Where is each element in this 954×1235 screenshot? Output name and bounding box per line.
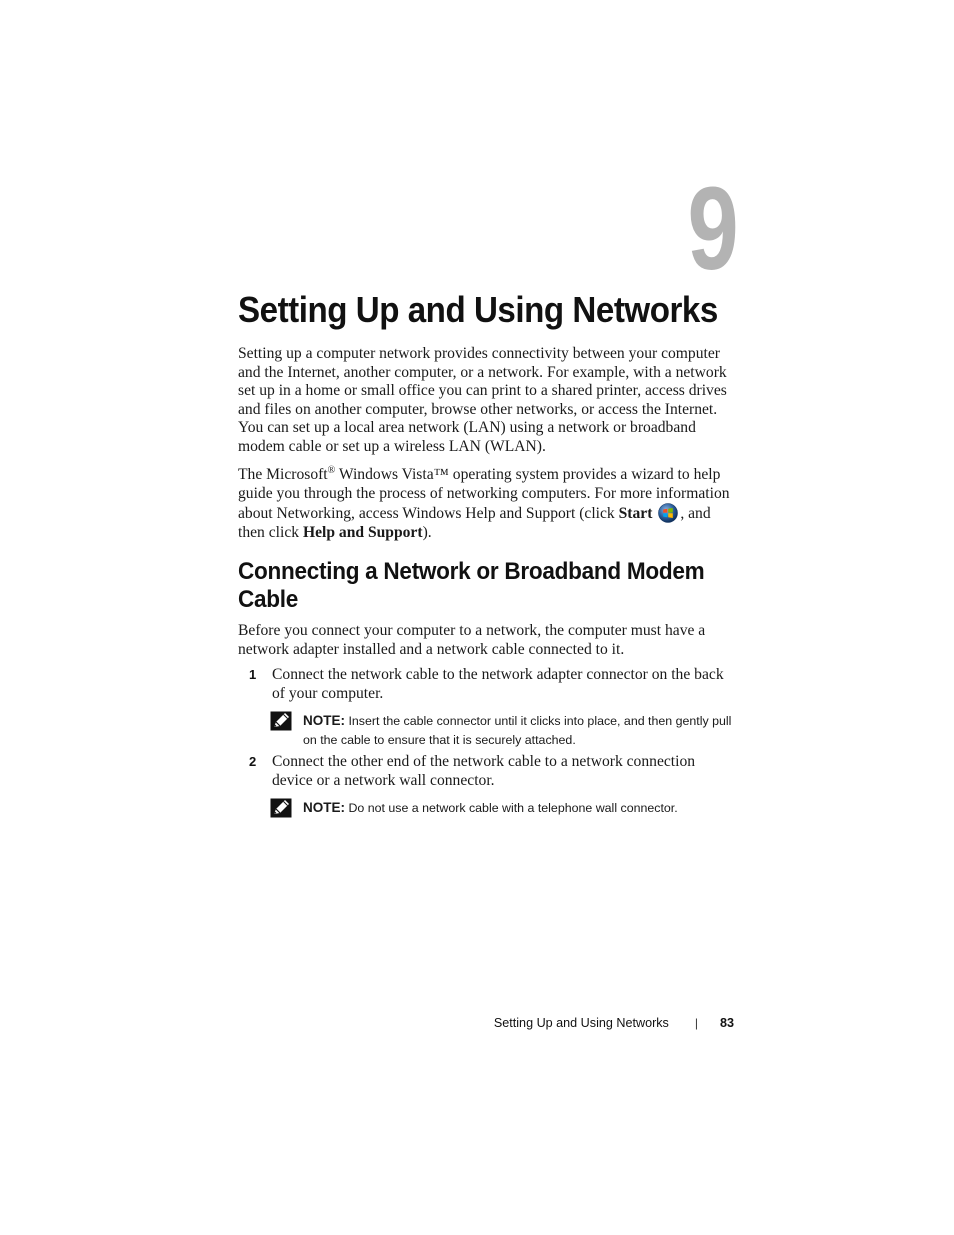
step-number: 2 (249, 754, 257, 769)
note-body: Do not use a network cable with a telephone wall connector. (345, 801, 678, 815)
note-label: NOTE: (303, 800, 345, 815)
help-support-label: Help and Support (302, 523, 423, 541)
pencil-note-icon (270, 798, 292, 818)
page-number: 83 (719, 1016, 734, 1030)
section-heading: Connecting a Network or Broadband Modem Cable (238, 558, 705, 613)
p2-text-d: ). (422, 523, 432, 541)
page-footer (238, 1016, 734, 1030)
note-text (303, 798, 743, 818)
p2-text-b: Windows Vista™ operating system provides a wizard to help guide you through the process of networking computers. For more information about Networking, access Windows Help and Support (click (238, 466, 730, 523)
step-text: Connect the other end of the network cable to a network connection device or a network wall connector. (272, 753, 696, 789)
windows-start-icon (658, 503, 678, 523)
note-text (303, 711, 743, 750)
p2-text-a: The Microsoft (238, 466, 328, 484)
intro-paragraph: Setting up a computer network provides connectivity between your computer and the Internet, another computer, or a network. For example, with a network set up in a home or small office you can print to a shared printer, access drives and files on another computer, browse other networks, or access the Internet. You can set up a local area network (LAN) using a network or broadband modem cable or set up a wireless LAN (WLAN). (238, 345, 727, 455)
p2-text-c: , and then click (238, 505, 711, 541)
section-intro: Before you connect your computer to a network, the computer must have a network adapter installed and a network cable connected to it. (238, 622, 706, 658)
start-label: Start (618, 505, 653, 523)
registered-mark: ® (327, 465, 336, 476)
step-text: Connect the network cable to the network adapter connector on the back of your computer. (272, 666, 724, 702)
note-body: Insert the cable connector until it clicks into place, and then gently pull on the cable to ensure that it is securely attached. (303, 714, 732, 747)
chapter-number: 9 (687, 163, 739, 295)
footer-separator: | (694, 1016, 698, 1030)
pencil-note-icon (270, 711, 292, 731)
page-title: Setting Up and Using Networks (238, 289, 718, 330)
footer-title: Setting Up and Using Networks (493, 1016, 669, 1030)
vista-paragraph (238, 462, 738, 543)
step-number: 1 (249, 667, 257, 682)
note-label: NOTE: (303, 713, 345, 728)
